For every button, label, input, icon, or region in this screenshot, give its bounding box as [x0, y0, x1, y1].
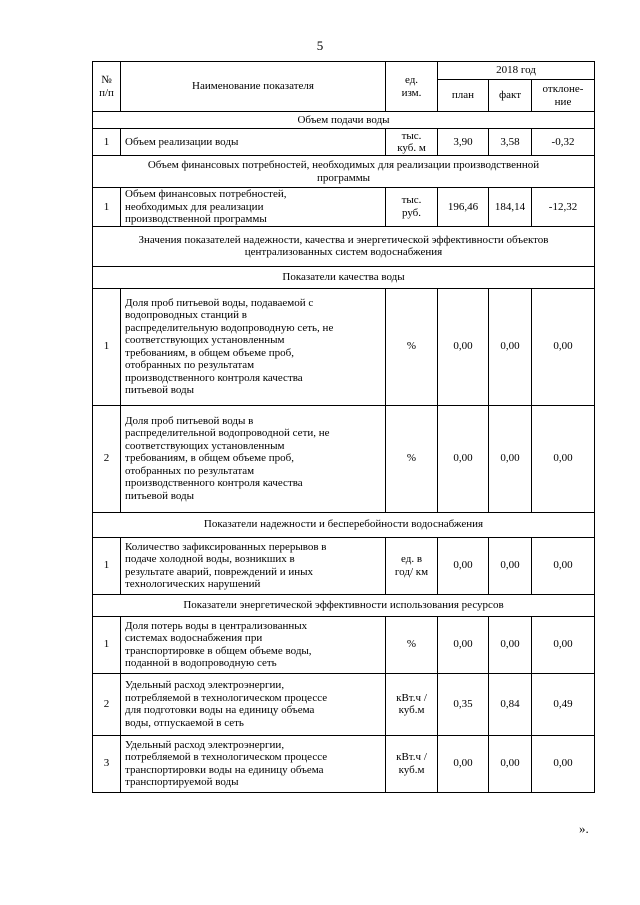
row-name: Объем реализации воды: [121, 129, 386, 156]
row-name: Удельный расход электроэнергии, потребляемой в технологическом процессе для подготовки воды на единицу объема воды, отпускаемой в сеть: [121, 673, 386, 735]
table-row: [93, 405, 595, 512]
table-row: [93, 673, 595, 735]
row-plan: 3,90: [438, 129, 489, 156]
row-unit: %: [386, 288, 438, 405]
row-num: 3: [93, 735, 121, 792]
row-plan: 0,00: [438, 288, 489, 405]
indicators-table: [92, 61, 595, 793]
table-row: [93, 129, 595, 156]
row-unit: %: [386, 616, 438, 673]
row-num: 1: [93, 537, 121, 594]
row-deviation: 0,49: [532, 673, 595, 735]
table-body: [93, 112, 595, 793]
row-num: 1: [93, 188, 121, 227]
row-deviation: -0,32: [532, 129, 595, 156]
section-title: Показатели надежности и бесперебойности водоснабжения: [93, 512, 595, 537]
section-title: Значения показателей надежности, качества и энергетической эффективности объектов централизованных систем водоснабжения: [93, 226, 595, 266]
row-unit: тыс. куб. м: [386, 129, 438, 156]
row-name: Удельный расход электроэнергии, потребляемой в технологическом процессе транспортировки воды на единицу объема транспортируемой воды: [121, 735, 386, 792]
header-plan: план: [438, 80, 489, 112]
table-row: [93, 288, 595, 405]
table-row: [93, 537, 595, 594]
row-fact: 0,00: [489, 288, 532, 405]
row-num: 1: [93, 288, 121, 405]
row-num: 1: [93, 129, 121, 156]
row-deviation: 0,00: [532, 616, 595, 673]
row-deviation: 0,00: [532, 405, 595, 512]
section-row: [93, 156, 595, 188]
page-number: 5: [316, 38, 324, 53]
row-num: 1: [93, 616, 121, 673]
row-name: Количество зафиксированных перерывов в подаче холодной воды, возникших в результате аварий, повреждений и иных технологических нарушений: [121, 537, 386, 594]
row-deviation: 0,00: [532, 288, 595, 405]
row-plan: 0,00: [438, 405, 489, 512]
section-title: Показатели энергетической эффективности использования ресурсов: [93, 594, 595, 616]
row-name: Доля потерь воды в централизованных системах водоснабжения при транспортировке в общем объеме воды, поданной в водопроводную сеть: [121, 616, 386, 673]
header-fact: факт: [489, 80, 532, 112]
row-num: 2: [93, 673, 121, 735]
row-fact: 0,00: [489, 405, 532, 512]
row-name: Доля проб питьевой воды в распределительной водопроводной сети, не соответствующих установленным требованиям, в общем объеме проб, отобранных по результатам производственного контроля качества питьевой воды: [121, 405, 386, 512]
row-unit: %: [386, 405, 438, 512]
row-unit: кВт.ч / куб.м: [386, 735, 438, 792]
row-plan: 196,46: [438, 188, 489, 227]
section-title: Объем подачи воды: [93, 112, 595, 129]
row-name: Объем финансовых потребностей, необходимых для реализации производственной программы: [121, 188, 386, 227]
row-name: Доля проб питьевой воды, подаваемой с водопроводных станций в распределительную водопроводную сеть, не соответствующих установленным требованиям, в общем объеме проб, отобранных по результатам производственного контроля качества питьевой воды: [121, 288, 386, 405]
row-plan: 0,00: [438, 537, 489, 594]
row-num: 2: [93, 405, 121, 512]
row-unit: тыс. руб.: [386, 188, 438, 227]
row-deviation: -12,32: [532, 188, 595, 227]
section-title: Показатели качества воды: [93, 266, 595, 288]
table-row: [93, 735, 595, 792]
row-unit: ед. в год/ км: [386, 537, 438, 594]
section-row: [93, 266, 595, 288]
header-num: № п/п: [93, 62, 121, 112]
row-plan: 0,00: [438, 616, 489, 673]
header-year: 2018 год: [438, 62, 595, 80]
row-fact: 3,58: [489, 129, 532, 156]
section-title: Объем финансовых потребностей, необходимых для реализации производственной программы: [93, 156, 595, 188]
row-fact: 0,00: [489, 616, 532, 673]
closing-quote: ».: [579, 821, 589, 836]
header-unit: ед. изм.: [386, 62, 438, 112]
header-name: Наименование показателя: [121, 62, 386, 112]
header-deviation: отклоне- ние: [532, 80, 595, 112]
row-deviation: 0,00: [532, 735, 595, 792]
row-plan: 0,00: [438, 735, 489, 792]
table-row: [93, 616, 595, 673]
table-row: [93, 188, 595, 227]
section-row: [93, 226, 595, 266]
row-fact: 184,14: [489, 188, 532, 227]
row-deviation: 0,00: [532, 537, 595, 594]
row-fact: 0,00: [489, 537, 532, 594]
section-row: [93, 512, 595, 537]
row-plan: 0,35: [438, 673, 489, 735]
row-fact: 0,00: [489, 735, 532, 792]
row-unit: кВт.ч / куб.м: [386, 673, 438, 735]
section-row: [93, 112, 595, 129]
section-row: [93, 594, 595, 616]
row-fact: 0,84: [489, 673, 532, 735]
